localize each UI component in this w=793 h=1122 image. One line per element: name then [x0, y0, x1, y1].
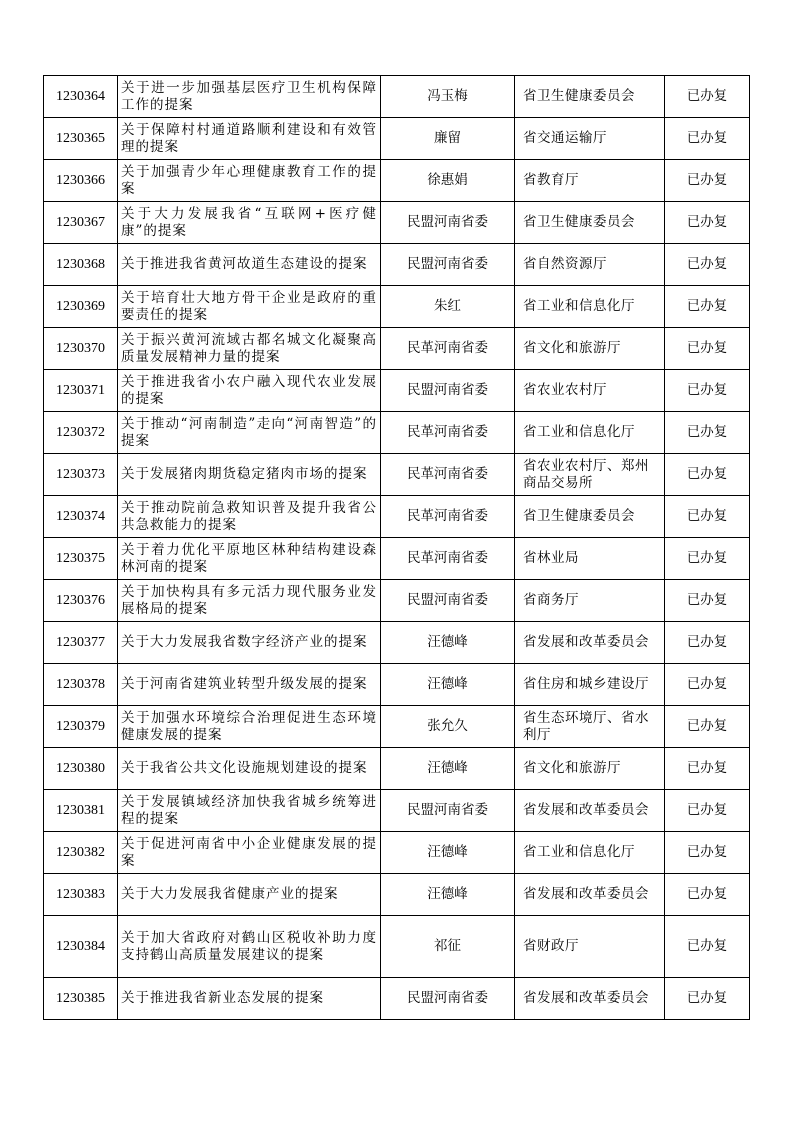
table-row — [44, 622, 750, 664]
proposer: 张允久 — [381, 706, 515, 748]
proposal-title: 关于大力发展我省健康产业的提案 — [118, 874, 381, 916]
status: 已办复 — [665, 160, 750, 202]
proposal-id: 1230368 — [44, 244, 118, 286]
proposal-id: 1230376 — [44, 580, 118, 622]
proposal-title: 关于推动院前急救知识普及提升我省公共急救能力的提案 — [118, 496, 381, 538]
proposal-list-page — [43, 75, 749, 1020]
proposal-title: 关于加强青少年心理健康教育工作的提案 — [118, 160, 381, 202]
table-row — [44, 118, 750, 160]
status: 已办复 — [665, 118, 750, 160]
proposal-id: 1230373 — [44, 454, 118, 496]
proposer: 徐惠娟 — [381, 160, 515, 202]
proposal-id: 1230378 — [44, 664, 118, 706]
handling-unit: 省发展和改革委员会 — [515, 622, 665, 664]
proposal-id: 1230384 — [44, 916, 118, 978]
table-row — [44, 978, 750, 1020]
table-row — [44, 370, 750, 412]
table-row — [44, 412, 750, 454]
proposal-id: 1230375 — [44, 538, 118, 580]
proposer: 民革河南省委 — [381, 412, 515, 454]
proposer: 民盟河南省委 — [381, 580, 515, 622]
table-row — [44, 76, 750, 118]
handling-unit: 省发展和改革委员会 — [515, 790, 665, 832]
status: 已办复 — [665, 328, 750, 370]
handling-unit: 省农业农村厅、郑州商品交易所 — [515, 454, 665, 496]
handling-unit: 省工业和信息化厅 — [515, 412, 665, 454]
handling-unit: 省自然资源厅 — [515, 244, 665, 286]
table-row — [44, 328, 750, 370]
proposal-title: 关于推进我省黄河故道生态建设的提案 — [118, 244, 381, 286]
proposal-id: 1230382 — [44, 832, 118, 874]
proposal-title: 关于我省公共文化设施规划建设的提案 — [118, 748, 381, 790]
handling-unit: 省文化和旅游厅 — [515, 748, 665, 790]
proposal-title: 关于促进河南省中小企业健康发展的提案 — [118, 832, 381, 874]
handling-unit: 省卫生健康委员会 — [515, 496, 665, 538]
status: 已办复 — [665, 916, 750, 978]
table-row — [44, 538, 750, 580]
status: 已办复 — [665, 76, 750, 118]
proposal-title: 关于振兴黄河流域古都名城文化凝聚高质量发展精神力量的提案 — [118, 328, 381, 370]
proposer: 民革河南省委 — [381, 454, 515, 496]
status: 已办复 — [665, 790, 750, 832]
status: 已办复 — [665, 748, 750, 790]
handling-unit: 省生态环境厅、省水利厅 — [515, 706, 665, 748]
proposer: 民盟河南省委 — [381, 202, 515, 244]
table-row — [44, 244, 750, 286]
handling-unit: 省商务厅 — [515, 580, 665, 622]
table-row — [44, 454, 750, 496]
proposal-id: 1230379 — [44, 706, 118, 748]
status: 已办复 — [665, 202, 750, 244]
proposer: 汪德峰 — [381, 832, 515, 874]
proposer: 汪德峰 — [381, 664, 515, 706]
proposer: 民革河南省委 — [381, 538, 515, 580]
proposer: 冯玉梅 — [381, 76, 515, 118]
status: 已办复 — [665, 496, 750, 538]
status: 已办复 — [665, 286, 750, 328]
proposer: 民盟河南省委 — [381, 790, 515, 832]
proposal-id: 1230370 — [44, 328, 118, 370]
proposer: 廉留 — [381, 118, 515, 160]
status: 已办复 — [665, 832, 750, 874]
proposal-table-body — [44, 76, 750, 1020]
proposal-title: 关于加快构具有多元活力现代服务业发展格局的提案 — [118, 580, 381, 622]
proposal-id: 1230371 — [44, 370, 118, 412]
handling-unit: 省工业和信息化厅 — [515, 832, 665, 874]
table-row — [44, 496, 750, 538]
handling-unit: 省林业局 — [515, 538, 665, 580]
status: 已办复 — [665, 538, 750, 580]
table-row — [44, 580, 750, 622]
proposer: 汪德峰 — [381, 622, 515, 664]
proposal-id: 1230372 — [44, 412, 118, 454]
handling-unit: 省农业农村厅 — [515, 370, 665, 412]
table-row — [44, 286, 750, 328]
handling-unit: 省工业和信息化厅 — [515, 286, 665, 328]
proposal-id: 1230377 — [44, 622, 118, 664]
proposer: 朱红 — [381, 286, 515, 328]
handling-unit: 省卫生健康委员会 — [515, 76, 665, 118]
table-row — [44, 202, 750, 244]
table-row — [44, 748, 750, 790]
status: 已办复 — [665, 622, 750, 664]
proposal-title: 关于发展猪肉期货稳定猪肉市场的提案 — [118, 454, 381, 496]
proposer: 民革河南省委 — [381, 496, 515, 538]
handling-unit: 省发展和改革委员会 — [515, 978, 665, 1020]
proposal-id: 1230367 — [44, 202, 118, 244]
proposal-id: 1230383 — [44, 874, 118, 916]
proposal-title: 关于推动“河南制造”走向“河南智造”的提案 — [118, 412, 381, 454]
status: 已办复 — [665, 580, 750, 622]
proposer: 民盟河南省委 — [381, 978, 515, 1020]
proposal-title: 关于加大省政府对鹤山区税收补助力度支持鹤山高质量发展建议的提案 — [118, 916, 381, 978]
proposal-title: 关于大力发展我省数字经济产业的提案 — [118, 622, 381, 664]
proposal-title: 关于推进我省小农户融入现代农业发展的提案 — [118, 370, 381, 412]
proposer: 民盟河南省委 — [381, 244, 515, 286]
status: 已办复 — [665, 874, 750, 916]
proposal-title: 关于着力优化平原地区林种结构建设森林河南的提案 — [118, 538, 381, 580]
handling-unit: 省文化和旅游厅 — [515, 328, 665, 370]
table-row — [44, 790, 750, 832]
proposal-title: 关于加强水环境综合治理促进生态环境健康发展的提案 — [118, 706, 381, 748]
proposal-title: 关于发展镇域经济加快我省城乡统筹进程的提案 — [118, 790, 381, 832]
proposal-title: 关于培育壮大地方骨干企业是政府的重要责任的提案 — [118, 286, 381, 328]
proposal-id: 1230381 — [44, 790, 118, 832]
proposal-title: 关于进一步加强基层医疗卫生机构保障工作的提案 — [118, 76, 381, 118]
proposal-id: 1230380 — [44, 748, 118, 790]
proposer: 祁征 — [381, 916, 515, 978]
table-row — [44, 916, 750, 978]
proposer: 民革河南省委 — [381, 328, 515, 370]
proposal-id: 1230364 — [44, 76, 118, 118]
table-row — [44, 832, 750, 874]
proposal-title: 关于推进我省新业态发展的提案 — [118, 978, 381, 1020]
proposal-title: 关于大力发展我省“互联网+医疗健康”的提案 — [118, 202, 381, 244]
proposer: 汪德峰 — [381, 874, 515, 916]
handling-unit: 省发展和改革委员会 — [515, 874, 665, 916]
proposal-id: 1230366 — [44, 160, 118, 202]
status: 已办复 — [665, 412, 750, 454]
status: 已办复 — [665, 706, 750, 748]
handling-unit: 省卫生健康委员会 — [515, 202, 665, 244]
table-row — [44, 874, 750, 916]
status: 已办复 — [665, 978, 750, 1020]
table-row — [44, 160, 750, 202]
status: 已办复 — [665, 454, 750, 496]
proposal-id: 1230369 — [44, 286, 118, 328]
proposal-id: 1230385 — [44, 978, 118, 1020]
proposal-title: 关于河南省建筑业转型升级发展的提案 — [118, 664, 381, 706]
handling-unit: 省财政厅 — [515, 916, 665, 978]
table-row — [44, 706, 750, 748]
handling-unit: 省住房和城乡建设厅 — [515, 664, 665, 706]
status: 已办复 — [665, 244, 750, 286]
proposal-id: 1230374 — [44, 496, 118, 538]
proposer: 民盟河南省委 — [381, 370, 515, 412]
proposer: 汪德峰 — [381, 748, 515, 790]
proposal-id: 1230365 — [44, 118, 118, 160]
proposal-table — [43, 75, 750, 1020]
status: 已办复 — [665, 664, 750, 706]
status: 已办复 — [665, 370, 750, 412]
handling-unit: 省教育厅 — [515, 160, 665, 202]
table-row — [44, 664, 750, 706]
proposal-title: 关于保障村村通道路顺利建设和有效管理的提案 — [118, 118, 381, 160]
handling-unit: 省交通运输厅 — [515, 118, 665, 160]
